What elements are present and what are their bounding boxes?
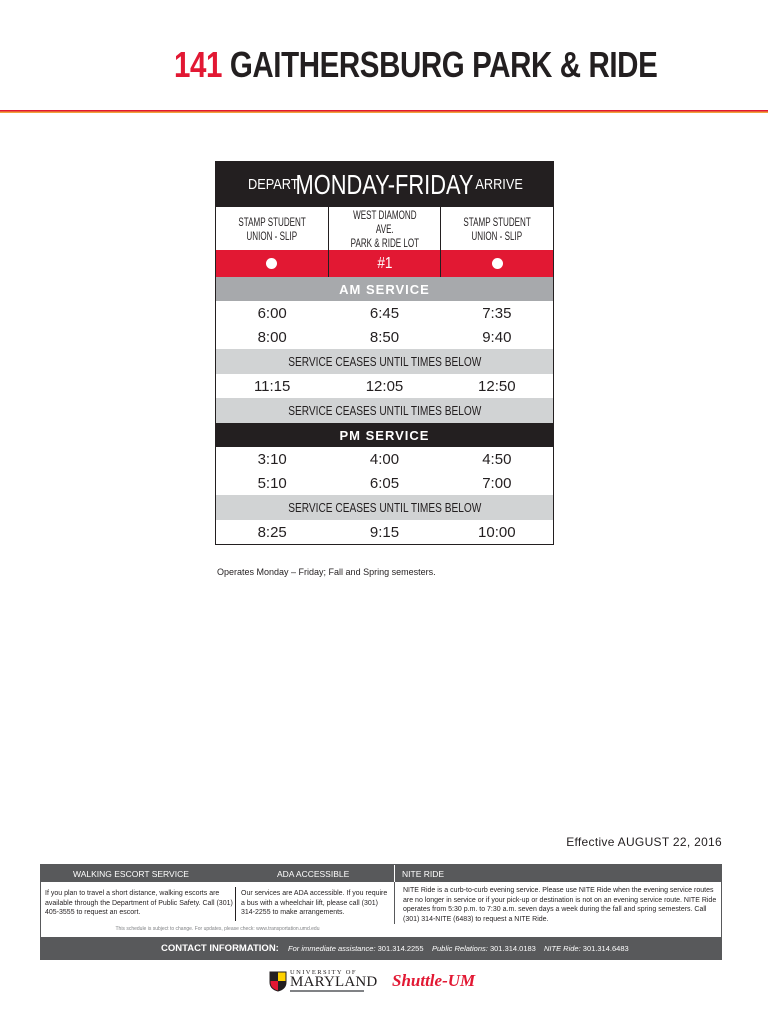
contact-public-relations (432, 944, 536, 953)
stop-arrive (440, 207, 553, 250)
time-cell: 8:00 (257, 328, 287, 346)
umd-sub-rule (290, 990, 364, 992)
ada-title: ADA ACCESSIBLE (277, 869, 350, 879)
contact-item-label: Public Relations: (432, 943, 488, 953)
contact-item-number: 301.314.0183 (489, 943, 536, 953)
time-cell: 4:00 (369, 450, 400, 468)
contact-item-number: 301.314.6483 (582, 943, 629, 953)
time-cell: 11:15 (253, 377, 291, 395)
time-cell: 6:45 (369, 304, 400, 322)
time-cell: 4:50 (482, 450, 512, 468)
pm-service-band: PM SERVICE (216, 423, 553, 447)
info-header (41, 865, 721, 882)
umd-wordmark-small: UNIVERSITY OF (290, 969, 357, 976)
contact-item-label: NITE Ride: (544, 943, 581, 953)
contact-item-label: For immediate assistance: (288, 943, 376, 953)
column-divider (235, 887, 236, 921)
contact-item-number: 301.314.2255 (377, 943, 424, 953)
schedule-disclaimer: This schedule is subject to change. For updates, please check: www.transportation.umd.edu (115, 926, 320, 932)
days-label: MONDAY-FRIDAY (295, 169, 474, 200)
time-cell: 5:10 (257, 474, 287, 492)
time-cell: 12:50 (478, 377, 516, 395)
info-panel (40, 864, 722, 960)
shuttle-logo-prefix: Shuttle- (392, 971, 448, 990)
stop-line: STAMP STUDENT (463, 214, 531, 229)
table-row (216, 520, 553, 544)
table-row (216, 301, 553, 325)
stop-midpoint (328, 207, 441, 250)
umd-seal-icon (268, 970, 288, 992)
service-ceases-band (216, 398, 553, 423)
time-cell: 6:05 (369, 474, 400, 492)
time-cell: 6:00 (257, 304, 287, 322)
marker-midpoint (328, 250, 441, 277)
ada-text: Our services are ADA accessible. If you require a bus with a wheelchair lift, please call (301) 314-2255 to make arrangements. (241, 890, 388, 916)
timepoint-markers (216, 250, 553, 277)
service-ceases-label: SERVICE CEASES UNTIL TIMES BELOW (287, 354, 482, 369)
time-cell: 7:35 (482, 304, 512, 322)
schedule-table (215, 161, 554, 545)
time-cell: 7:00 (482, 474, 512, 492)
stop-line: WEST DIAMOND AVE. (352, 207, 417, 236)
table-row (216, 471, 553, 495)
service-ceases-band (216, 495, 553, 520)
service-ceases-label: SERVICE CEASES UNTIL TIMES BELOW (287, 500, 482, 515)
stop-line: STAMP STUDENT (238, 214, 306, 229)
umd-logo (268, 968, 378, 996)
table-row (216, 447, 553, 471)
walking-escort-title: WALKING ESCORT SERVICE (73, 869, 189, 879)
route-number: 141 (174, 44, 223, 85)
timepoint-label: #1 (376, 254, 393, 272)
schedule-header (216, 162, 553, 207)
route-name: GAITHERSBURG PARK & RIDE (229, 44, 658, 85)
header-divider (394, 865, 395, 882)
nite-ride-text: NITE Ride is a curb-to-curb evening service. Please use NITE Ride when the evening service routes are no longer in service or if your pick-up or destination is not on an evening service route. NITE Ride operates from 5:30 p.m. to 7:30 a.m. seven days a week during the fall and spring semesters. Call (301) 314-NITE (6483) to request a NITE Ride. (403, 887, 717, 923)
time-cell: 10:00 (478, 523, 516, 541)
time-cell: 3:10 (257, 450, 287, 468)
table-row (216, 374, 553, 398)
shuttle-logo-suffix: UM (447, 971, 476, 990)
stop-line: PARK & RIDE LOT (350, 235, 419, 250)
arrive-label: ARRIVE (475, 176, 523, 193)
depart-label: DEPART (248, 176, 299, 193)
umd-wordmark: MARYLAND (290, 974, 378, 990)
table-row (216, 325, 553, 349)
contact-bar (41, 937, 721, 959)
contact-assistance (288, 944, 424, 953)
walking-escort-text: If you plan to travel a short distance, walking escorts are available through the Department of Public Safety. Call (301) 405-3555 to request an escort. (45, 890, 233, 916)
column-divider (394, 882, 395, 924)
operating-note: Operates Monday – Friday; Fall and Spring semesters. (217, 567, 436, 577)
nite-ride-title: NITE RIDE (402, 869, 445, 879)
time-cell: 8:25 (257, 523, 287, 541)
marker-arrive (440, 250, 553, 277)
shuttle-um-logo (392, 971, 475, 991)
contact-nite-ride (544, 944, 629, 953)
time-cell: 9:15 (369, 523, 400, 541)
timepoint-dot-icon (266, 258, 277, 269)
stop-line: UNION - SLIP (246, 228, 298, 243)
am-service-band: AM SERVICE (216, 277, 553, 301)
service-ceases-band (216, 349, 553, 374)
stop-line: UNION - SLIP (471, 228, 523, 243)
title-rule (0, 110, 768, 113)
time-cell: 9:40 (482, 328, 512, 346)
timepoint-dot-icon (492, 258, 503, 269)
marker-depart (216, 250, 328, 277)
route-title (174, 44, 657, 86)
time-cell: 8:50 (369, 328, 400, 346)
service-ceases-label: SERVICE CEASES UNTIL TIMES BELOW (287, 403, 482, 418)
time-cell: 12:05 (365, 377, 404, 395)
contact-label: CONTACT INFORMATION: (161, 942, 279, 954)
stop-depart (216, 207, 328, 250)
effective-date: Effective AUGUST 22, 2016 (566, 835, 722, 849)
stops-row (216, 207, 553, 250)
